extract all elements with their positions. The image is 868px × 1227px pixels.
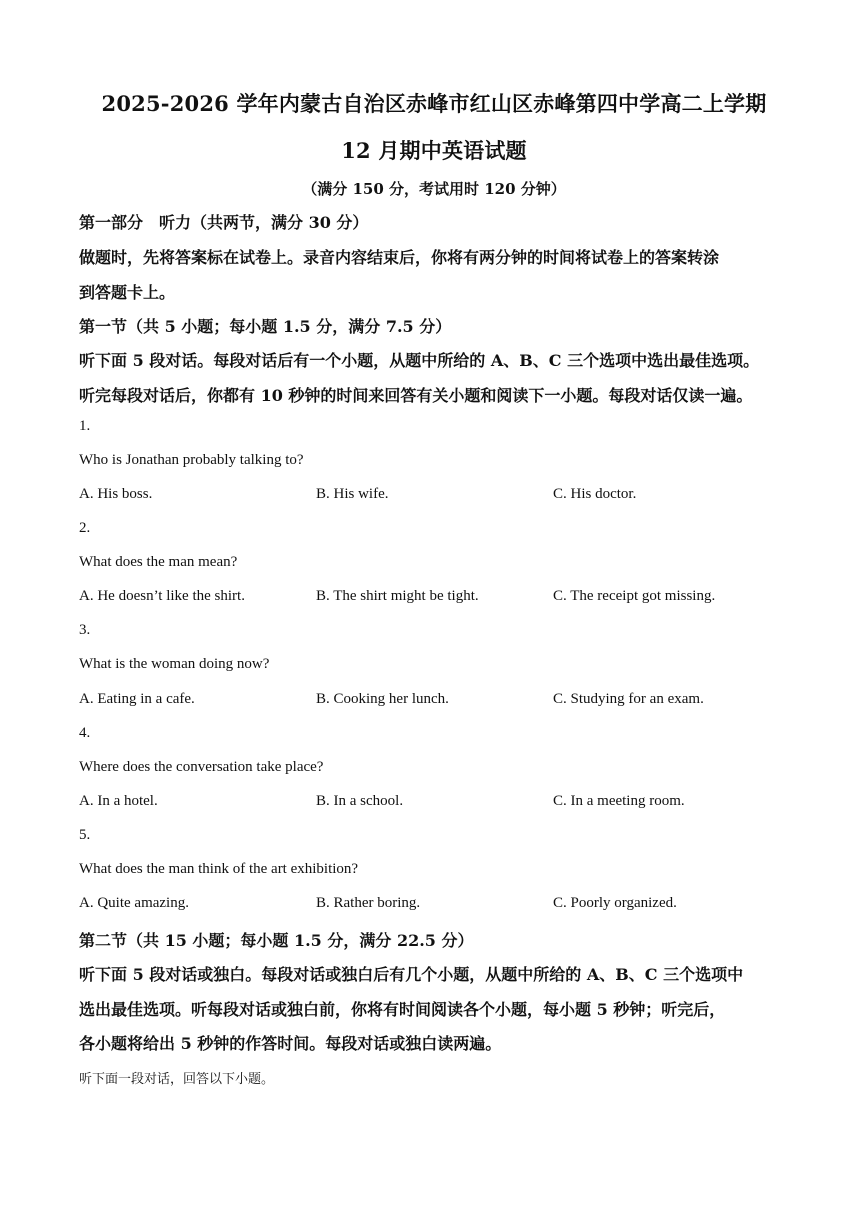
question-4-option-a: A. In a hotel. <box>79 793 158 809</box>
question-3-number: 3. <box>79 622 91 638</box>
question-4-option-b: B. In a school. <box>316 793 404 809</box>
exam-title-line1: 2025-2026 学年内蒙古自治区赤峰市红山区赤峰第四中学高二上学期 <box>101 91 767 116</box>
question-4-option-c: C. In a meeting room. <box>553 793 685 809</box>
section2-heading: 第二节（共 15 小题；每小题 1.5 分，满分 22.5 分） <box>79 931 474 950</box>
question-1-number: 1. <box>79 418 91 434</box>
section1-instructions-line2: 听完每段对话后，你都有 10 秒钟的时间来回答有关小题和阅读下一小题。每段对话仅读一遍。 <box>79 386 753 405</box>
question-1-option-b: B. His wife. <box>316 486 389 502</box>
question-1-text: Who is Jonathan probably talking to? <box>79 452 304 468</box>
part1-instructions-line1: 做题时，先将答案标在试卷上。录音内容结束后，你将有两分钟的时间将试卷上的答案转涂 <box>79 248 720 267</box>
section2-dialogue-note: 听下面一段对话，回答以下小题。 <box>79 1072 275 1087</box>
question-3-text: What is the woman doing now? <box>79 656 270 672</box>
part1-heading: 第一部分 听力（共两节，满分 30 分） <box>79 213 369 232</box>
section2-instructions-line3: 各小题将给出 5 秒钟的作答时间。每段对话或独白读两遍。 <box>79 1034 502 1053</box>
question-2-option-b: B. The shirt might be tight. <box>316 588 479 604</box>
question-2-number: 2. <box>79 520 91 536</box>
question-5-option-b: B. Rather boring. <box>316 895 421 911</box>
question-4-number: 4. <box>79 725 91 741</box>
question-5-number: 5. <box>79 827 91 843</box>
part1-instructions-line2: 到答题卡上。 <box>79 283 176 302</box>
exam-title-line2: 12 月期中英语试题 <box>341 138 527 163</box>
question-5-option-c: C. Poorly organized. <box>553 895 677 911</box>
exam-subtitle: （满分 150 分，考试用时 120 分钟） <box>302 180 566 198</box>
question-2-option-a: A. He doesn’t like the shirt. <box>79 588 245 604</box>
section2-instructions-line1: 听下面 5 段对话或独白。每段对话或独白后有几个小题，从题中所给的 A、B、C 三个选项中 <box>79 965 744 984</box>
section1-instructions-line1: 听下面 5 段对话。每段对话后有一个小题，从题中所给的 A、B、C 三个选项中选出最佳选项。 <box>79 351 760 370</box>
question-3-option-b: B. Cooking her lunch. <box>316 691 449 707</box>
section2-instructions-line2: 选出最佳选项。听每段对话或独白前，你将有时间阅读各个小题，每小题 5 秒钟；听完后， <box>79 1000 726 1019</box>
question-1-option-c: C. His doctor. <box>553 486 637 502</box>
question-5-text: What does the man think of the art exhibition? <box>79 861 359 877</box>
section1-heading: 第一节（共 5 小题；每小题 1.5 分，满分 7.5 分） <box>79 317 452 336</box>
question-3-option-c: C. Studying for an exam. <box>553 691 704 707</box>
question-4-text: Where does the conversation take place? <box>79 759 324 775</box>
question-3-option-a: A. Eating in a cafe. <box>79 691 195 707</box>
question-2-text: What does the man mean? <box>79 554 238 570</box>
question-1-option-a: A. His boss. <box>79 486 153 502</box>
question-2-option-c: C. The receipt got missing. <box>553 588 716 604</box>
question-5-option-a: A. Quite amazing. <box>79 895 189 911</box>
